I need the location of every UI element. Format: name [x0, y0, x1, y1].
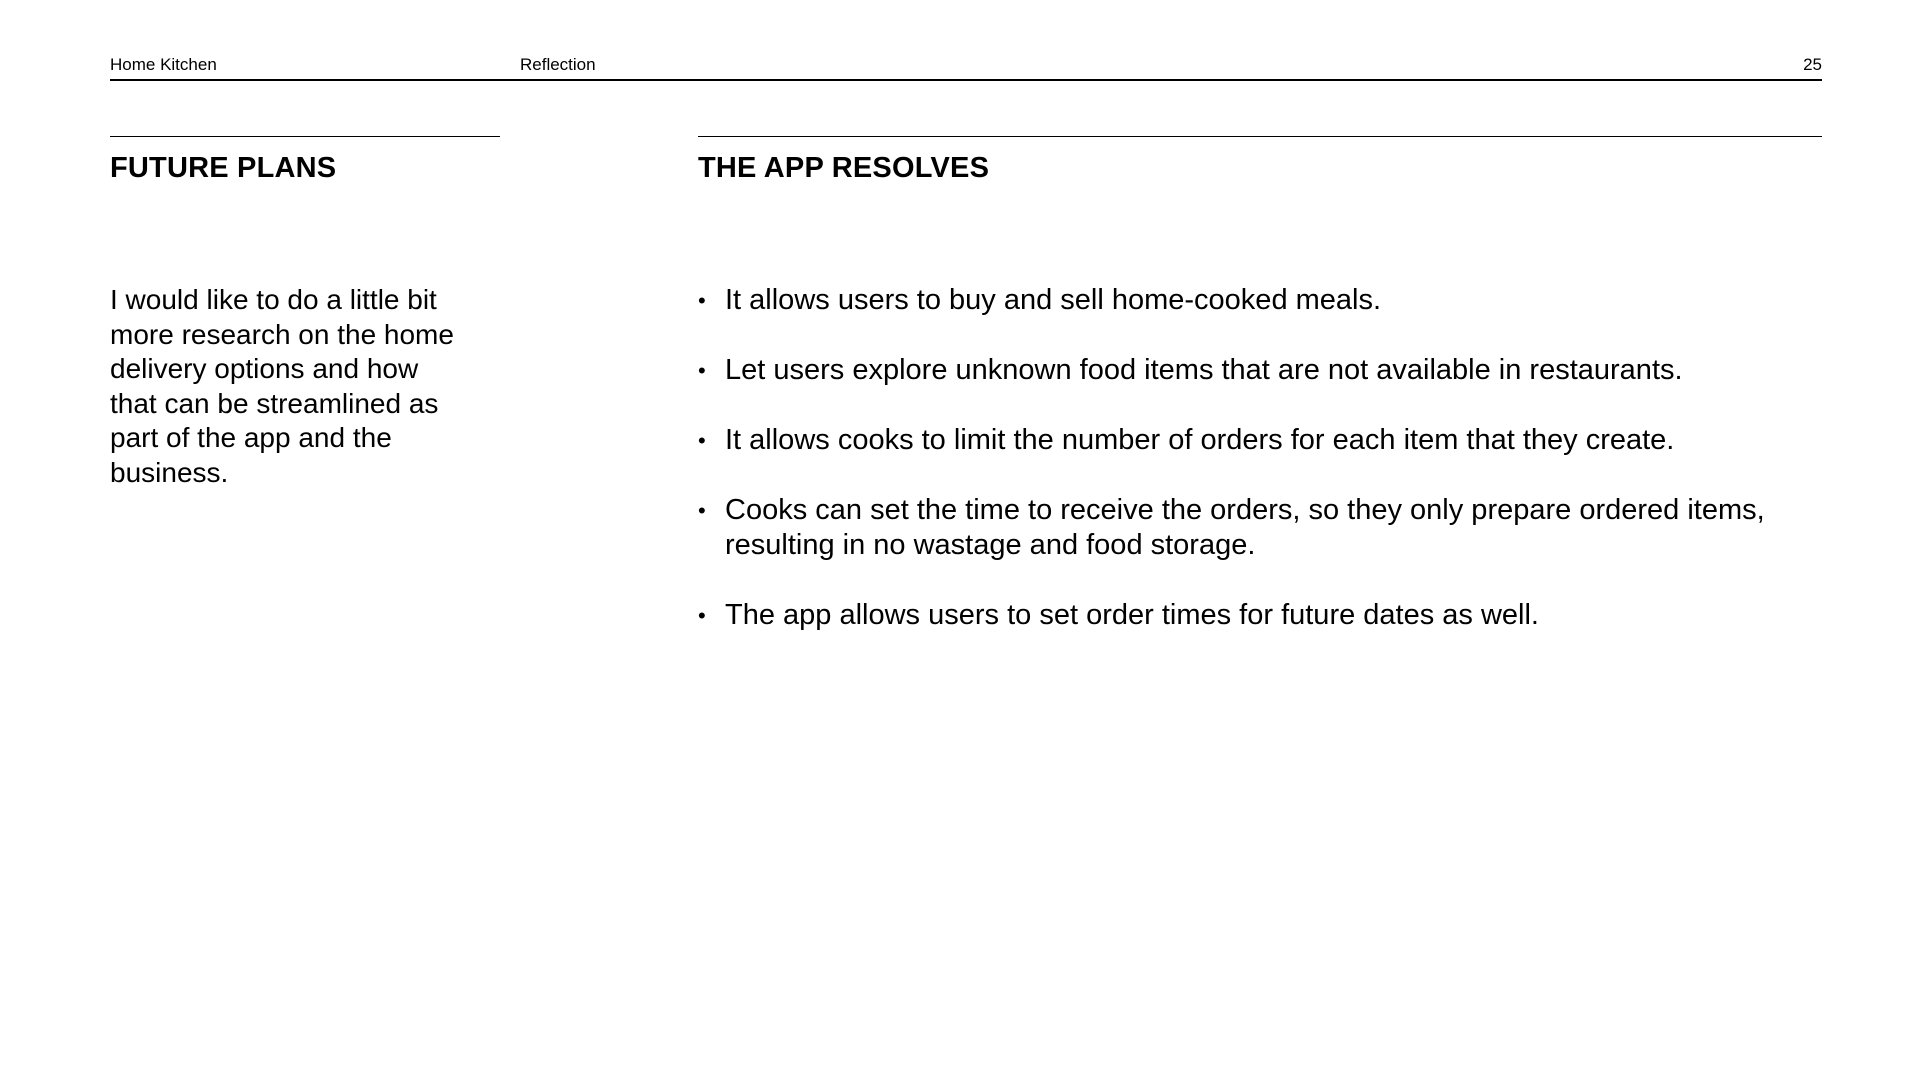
- list-item: [698, 493, 1822, 563]
- list-item-text: It allows users to buy and sell home-cooked meals.: [725, 284, 1382, 316]
- app-resolves-heading: THE APP RESOLVES: [698, 152, 990, 184]
- future-plans-heading: FUTURE PLANS: [110, 152, 337, 184]
- app-resolves-divider: [698, 136, 1822, 137]
- future-plans-divider: [110, 136, 500, 137]
- list-item-text: The app allows users to set order times for future dates as well.: [725, 599, 1539, 631]
- project-title: Home Kitchen: [110, 55, 217, 74]
- list-item-text: It allows cooks to limit the number of orders for each item that they create.: [725, 424, 1675, 456]
- list-item: [698, 283, 1822, 318]
- future-plans-text: I would like to do a little bit more research on the home delivery options and how that can be streamlined as part of the app and the business.: [110, 284, 454, 488]
- list-item: [698, 598, 1822, 633]
- list-item-text: Cooks can set the time to receive the orders, so they only prepare ordered items, resulting in no wastage and food storage.: [725, 494, 1765, 561]
- app-resolves-list: [698, 283, 1822, 668]
- bullet-icon: •: [698, 358, 706, 383]
- list-item-text: Let users explore unknown food items that are not available in restaurants.: [725, 354, 1683, 386]
- page-number: 25: [1803, 55, 1822, 74]
- bullet-icon: •: [698, 428, 706, 453]
- bullet-icon: •: [698, 603, 706, 628]
- list-item: [698, 423, 1822, 458]
- list-item: [698, 353, 1822, 388]
- bullet-icon: •: [698, 288, 706, 313]
- section-title: Reflection: [520, 55, 596, 74]
- page-header: [110, 55, 1822, 81]
- bullet-icon: •: [698, 498, 706, 523]
